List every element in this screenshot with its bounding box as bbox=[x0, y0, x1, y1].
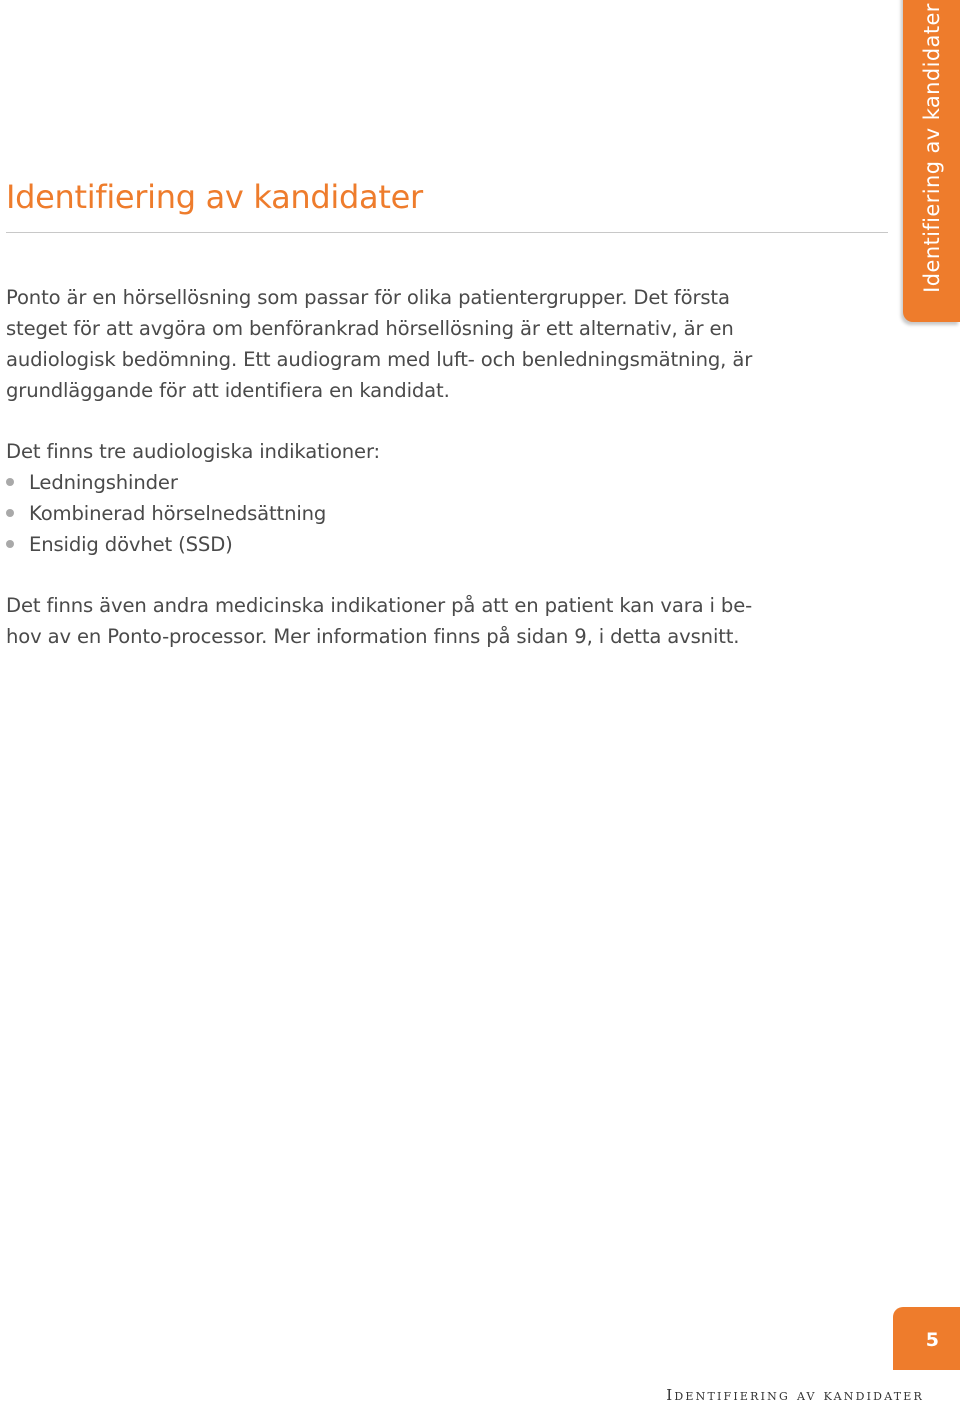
indications-list bbox=[6, 467, 326, 560]
more-info-paragraph bbox=[6, 590, 806, 652]
intro-line: audiologisk bedömning. Ett audiogram med luft- och benledningsmätning, är bbox=[6, 348, 753, 371]
intro-paragraph bbox=[6, 282, 806, 406]
page-number: 5 bbox=[925, 1329, 939, 1351]
title-divider bbox=[6, 232, 888, 233]
bullet-dot-icon bbox=[6, 478, 14, 486]
intro-line: Ponto är en hörsellösning som passar för olika patientergrupper. Det första bbox=[6, 286, 730, 309]
running-footer-title: Identifiering av kandidater bbox=[666, 1386, 924, 1404]
list-item-label: Kombinerad hörselnedsättning bbox=[29, 502, 327, 525]
bullet-dot-icon bbox=[6, 540, 14, 548]
bullet-dot-icon bbox=[6, 509, 14, 517]
intro-line: grundläggande för att identifiera en kandidat. bbox=[6, 379, 450, 402]
intro-line: steget för att avgöra om benförankrad hörsellösning är ett alternativ, är en bbox=[6, 317, 734, 340]
list-item bbox=[6, 498, 326, 529]
side-tab-label: Identifiering av kandidater bbox=[919, 3, 944, 293]
list-item-label: Ensidig dövhet (SSD) bbox=[29, 533, 233, 556]
more-info-line: Det finns även andra medicinska indikationer på att en patient kan vara i be- bbox=[6, 594, 753, 617]
indications-intro: Det finns tre audiologiska indikationer: bbox=[6, 440, 380, 463]
list-item-label: Ledningshinder bbox=[29, 471, 178, 494]
section-side-tab bbox=[903, 0, 960, 322]
list-item bbox=[6, 467, 326, 498]
more-info-line: hov av en Ponto-processor. Mer information finns på sidan 9, i detta avsnitt. bbox=[6, 625, 740, 648]
page-title: Identifiering av kandidater bbox=[6, 178, 423, 216]
list-item bbox=[6, 529, 326, 560]
page-number-box bbox=[893, 1307, 960, 1370]
